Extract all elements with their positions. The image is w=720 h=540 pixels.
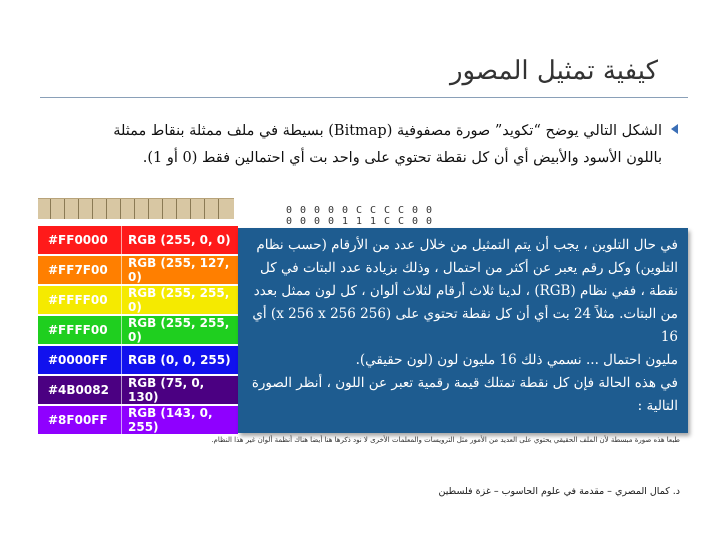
callout-line-1: في حال التلوين ، يجب أن يتم التمثيل من خلال عدد من الأرقام (حسب نظام: [256, 237, 678, 253]
callout-text: [246, 234, 678, 418]
callout-line-3: نقطة ، ففي نظام (RGB) ، لدينا ثلاث أرقام لثلاث ألوان ، كل لون ممثل بعدد: [253, 283, 678, 299]
slide-title: كيفية تمثيل المصور: [449, 56, 658, 86]
bullet-arrow-icon: [671, 124, 678, 134]
swatch-row: [38, 286, 238, 314]
swatch-rgb: RGB (255, 255, 0): [121, 316, 238, 344]
swatch-rgb: RGB (0, 0, 255): [121, 346, 238, 374]
hex-cell: C: [397, 216, 405, 227]
swatch-rgb: RGB (143, 0, 255): [121, 406, 238, 434]
bullet-paragraph: [32, 118, 662, 172]
hex-cell: C: [383, 216, 391, 227]
hex-cell: 0: [313, 205, 321, 216]
swatch-row: [38, 376, 238, 404]
hex-cell: 0: [341, 205, 349, 216]
swatch-hex: #4B0082: [48, 383, 109, 397]
swatch-hex: #8F00FF: [48, 413, 108, 427]
hex-cell: 0: [425, 205, 433, 216]
swatch-hex: #FF0000: [48, 233, 108, 247]
color-swatch-table: [38, 226, 238, 436]
hex-cell: C: [369, 205, 377, 216]
hex-cell: 0: [299, 205, 307, 216]
hex-cell: 1: [369, 216, 377, 227]
swatch-row: [38, 316, 238, 344]
hex-cell: C: [355, 205, 363, 216]
hex-cell: 0: [327, 205, 335, 216]
hex-cell: 0: [313, 216, 321, 227]
hex-cell: 0: [299, 216, 307, 227]
footnote: طبعا هذه صورة مبسطة لأن الملف الحقيقي يحتوي على العديد من الأمور مثل الترويسات والمعلمات الأخرى لا نود ذكرها هنا أيضا هناك أنظمة ألوان غير هذا النظام.: [211, 436, 680, 444]
explanation-callout: [238, 228, 688, 433]
hex-cell: 1: [341, 216, 349, 227]
hex-cell: C: [397, 205, 405, 216]
swatch-hex: #FFFF00: [48, 293, 108, 307]
swatch-rgb: RGB (255, 127, 0): [121, 256, 238, 284]
callout-line-7: التالية :: [637, 398, 678, 414]
swatch-row: [38, 346, 238, 374]
swatch-row: [38, 406, 238, 434]
hex-cell: 0: [285, 205, 293, 216]
hex-cell: 0: [411, 205, 419, 216]
bullet-line-1: الشكل التالي يوضح “تكويد” صورة مصفوفية (Bitmap) بسيطة في ملف ممثلة بنقاط ممثلة: [113, 123, 662, 139]
swatch-hex: #FFFF00: [48, 323, 108, 337]
swatch-rgb: RGB (255, 0, 0): [121, 226, 238, 254]
swatch-hex: #FF7F00: [48, 263, 108, 277]
callout-line-5: مليون احتمال ... نسمي ذلك 16 مليون لون (لون حقيقي).: [355, 352, 678, 368]
hex-cell: C: [383, 205, 391, 216]
hex-cell: 1: [355, 216, 363, 227]
swatch-row: [38, 226, 238, 254]
hex-cell: 0: [285, 216, 293, 227]
hex-grid-row-2: [282, 216, 436, 227]
hex-grid: [282, 205, 436, 227]
callout-line-4: من البتات. مثلاً 24 بت أي أن كل نقطة تحتوي على (256 x 256 x 256) أي 16: [252, 306, 678, 345]
callout-line-6: في هذه الحالة فإن كل نقطة تمتلك قيمة رقمية تعبر عن اللون ، أنظر الصورة: [251, 375, 678, 391]
title-divider: [40, 97, 688, 98]
callout-line-2: التلوين) وكل رقم يعبر عن أكثر من احتمال ، وذلك بزيادة عدد البتات في كل: [260, 260, 678, 276]
swatch-rgb: RGB (75, 0, 130): [121, 376, 238, 404]
bullet-line-2: باللون الأسود والأبيض أي أن كل نقطة تحتوي على واحد بت أي احتمالين فقط (0 أو 1).: [142, 150, 662, 166]
swatch-row: [38, 256, 238, 284]
hex-grid-row-1: [282, 205, 436, 216]
hex-cell: 0: [425, 216, 433, 227]
hex-cell: 0: [327, 216, 335, 227]
slide-footer: د. كمال المصري – مقدمة في علوم الحاسوب – غزة فلسطين: [438, 486, 680, 497]
swatch-rgb: RGB (255, 255, 0): [121, 286, 238, 314]
bitmap-image-strip: [38, 198, 234, 219]
swatch-hex: #0000FF: [48, 353, 108, 367]
hex-cell: 0: [411, 216, 419, 227]
